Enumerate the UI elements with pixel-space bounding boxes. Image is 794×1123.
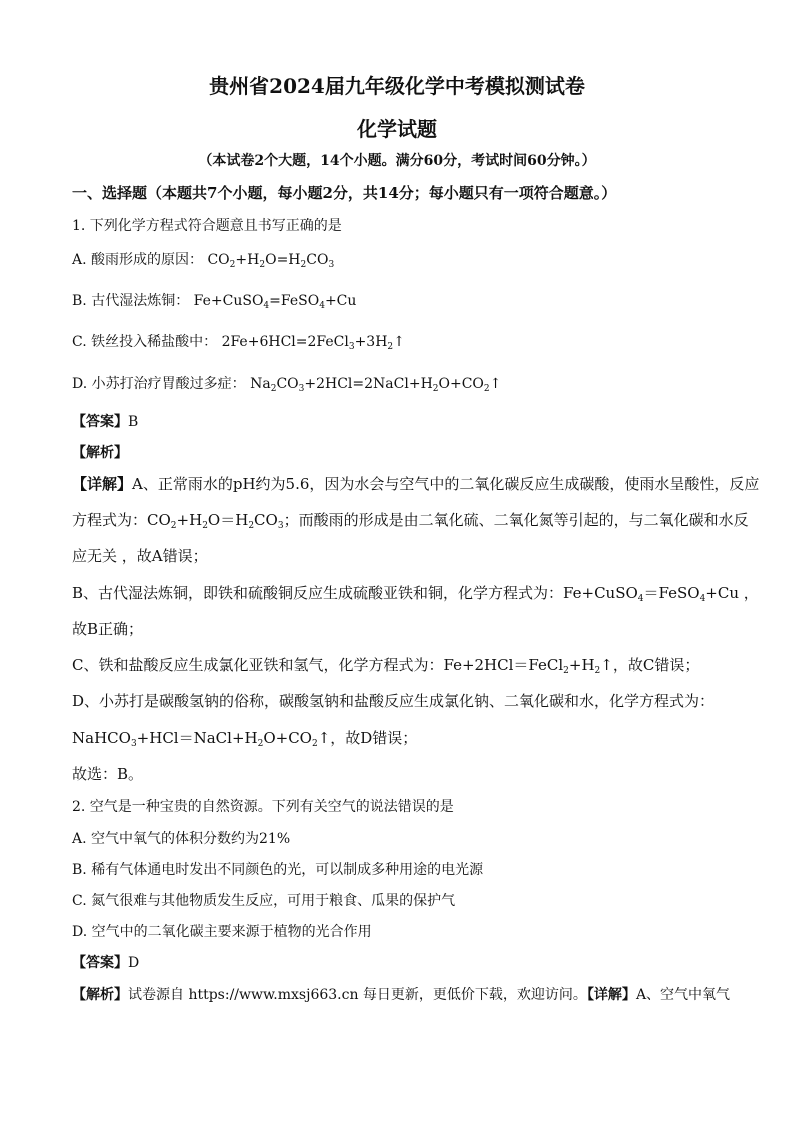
q1-option-c [72,331,405,351]
q2-option-c: C. 氮气很难与其他物质发生反应，可用于粮食、瓜果的保护气 [72,893,456,909]
answer-tag: 【答案】 [72,955,128,971]
detail-tag: 【详解】 [586,987,636,1003]
q1-option-c-equation: $2Fe+6HCl=2FeCl_3+3H_2↑$ [221,334,405,352]
q1-analysis-tag: 【解析】 [72,445,128,461]
q1-detail-equation-c: $Fe+2HCl=FeCl_2+H_2↑$ [443,656,613,676]
q1-option-b [72,290,356,310]
q1-detail-line-4 [72,582,759,603]
q2-answer [72,952,139,972]
q1-option-d-equation: $Na_2CO_3+2HCl=2NaCl+H_2O+CO_2↑$ [250,376,502,394]
q1-option-a-equation: $CO_2+H_2O=H_2CO_3$ [207,252,335,270]
q1-detail-equation-b: Fe+CuSO$_4$＝FeSO$_4$+Cu ， [563,584,759,604]
q2-option-a: A. 空气中氧气的体积分数约为21% [72,831,291,847]
exam-title: 贵州省2024届九年级化学中考模拟测试卷 [209,74,585,98]
q1-answer [72,411,138,431]
q1-option-d [72,373,501,393]
exam-note: （本试卷2个大题，14个小题。满分60分，考试时间60分钟。） [198,153,596,169]
q1-detail-text-6b: ，故C错误； [612,656,700,674]
q1-option-b-label: B. 古代湿法炼铜： [72,293,190,309]
q1-detail-text-1: A、正常雨水的pH约为5.6，因为水会与空气中的二氧化碳反应生成碳酸，使雨水呈酸性，反应 [132,475,760,493]
q1-option-a-label: A. 酸雨形成的原因： [72,252,204,268]
q1-stem: 1. 下列化学方程式符合题意且书写正确的是 [72,218,342,234]
q1-detail-line-9: 故选：B。 [72,765,144,783]
analysis-tag: 【解析】 [72,987,128,1003]
section-heading: 一、选择题（本题共7个小题，每小题2分，共14分；每小题只有一项符合题意。） [72,184,617,202]
q2-analysis-text: 试卷源自 https://www.mxsj663.cn 每日更新，更低价下载，欢迎访问。 [128,987,587,1003]
q1-option-b-equation: Fe+CuSO$_4$=FeSO$_4$+Cu [193,293,357,311]
q1-detail-equation-a: $CO_2+H_2O=H_2CO_3$ [147,511,284,531]
q1-detail-text-2a: 方程式为： [72,511,148,529]
q1-answer-value: B [128,414,139,430]
q1-detail-line-8 [72,727,417,748]
q1-detail-text-4a: B、古代湿法炼铜，即铁和硫酸铜反应生成硫酸亚铁和铜，化学方程式为： [72,584,564,602]
q2-option-d: D. 空气中的二氧化碳主要来源于植物的光合作用 [72,924,372,940]
exam-subtitle: 化学试题 [357,117,437,141]
detail-tag: 【详解】 [72,475,133,493]
q1-detail-text-6a: C、铁和盐酸反应生成氯化亚铁和氢气，化学方程式为： [72,656,444,674]
q2-answer-value: D [128,955,140,971]
q1-detail-line-5: 故B正确； [72,620,144,638]
answer-tag: 【答案】 [72,414,128,430]
q1-option-a [72,249,334,269]
q1-detail-text-2b: ；而酸雨的形成是由二氧化硫、二氧化氮等引起的，与二氧化碳和水反 [283,511,749,529]
q2-stem: 2. 空气是一种宝贵的自然资源。下列有关空气的说法错误的是 [72,799,454,815]
q1-detail-text-8b: ，故D错误； [330,729,418,747]
q1-detail-line-6 [72,654,699,675]
q2-analysis [72,984,730,1004]
q1-detail-line-3: 应无关 ，故A错误； [72,547,208,565]
q1-detail-line-1 [72,473,759,494]
q2-detail-text: A、空气中氧气 [635,987,731,1003]
q1-detail-equation-d: $NaHCO_3+HCl=NaCl+H_2O+CO_2↑$ [72,729,331,749]
q2-option-b: B. 稀有气体通电时发出不同颜色的光，可以制成多种用途的电光源 [72,862,484,878]
q1-detail-line-2 [72,509,749,530]
q1-option-d-label: D. 小苏打治疗胃酸过多症： [72,376,246,392]
q1-detail-line-7: D、小苏打是碳酸氢钠的俗称，碳酸氢钠和盐酸反应生成氯化钠、二氧化碳和水，化学方程式为： [72,692,715,710]
q1-option-c-label: C. 铁丝投入稀盐酸中： [72,334,218,350]
